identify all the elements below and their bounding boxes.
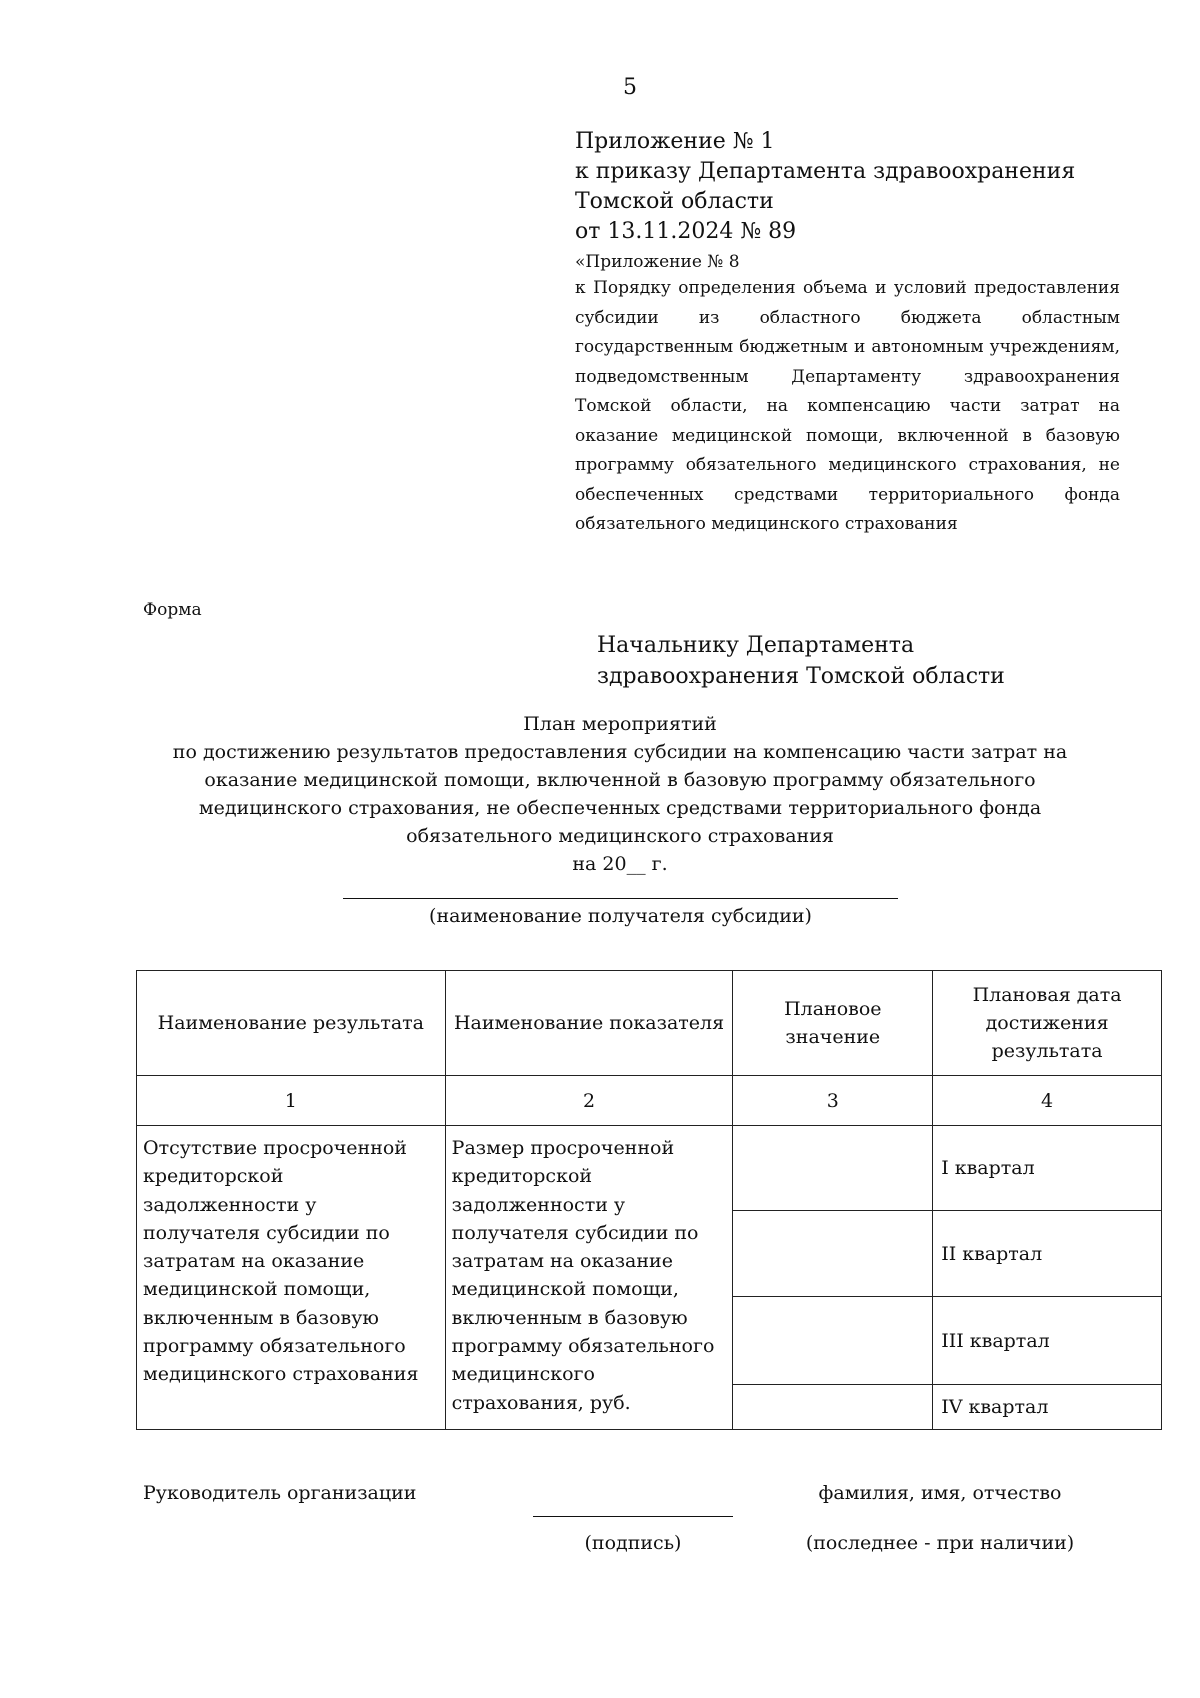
result-name-cell: Отсутствие просроченной кредиторской задолженности у получателя субсидии по затратам на оказание медицинской помощи, включенным в базовую программу обязательного медицинского страхования	[137, 1126, 446, 1430]
column-number: 3	[733, 1076, 933, 1126]
appendix-8-title: «Приложение № 8	[575, 252, 740, 272]
table-header-row	[137, 971, 1162, 1076]
plan-title-line: медицинского страхования, не обеспеченных средствами территориального фонда	[198, 797, 1042, 819]
plan-title	[120, 710, 1120, 878]
full-name-label: фамилия, имя, отчество	[818, 1482, 1062, 1504]
recipient-caption: (наименование получателя субсидии)	[429, 905, 812, 927]
plan-table	[136, 970, 1162, 1430]
quarter-cell: I квартал	[933, 1126, 1162, 1211]
full-name-caption: (последнее - при наличии)	[805, 1532, 1075, 1554]
plan-title-line: оказание медицинской помощи, включенной в базовую программу обязательного	[204, 769, 1036, 791]
header-planned-date: Плановая дата достижения результата	[933, 971, 1162, 1076]
planned-value-cell[interactable]	[733, 1126, 933, 1211]
appendix-1-header	[575, 127, 1095, 247]
column-number: 1	[137, 1076, 446, 1126]
column-number-row	[137, 1076, 1162, 1126]
form-label: Форма	[143, 600, 202, 620]
table-row	[137, 1126, 1162, 1211]
plan-title-line: по достижению результатов предоставления субсидии на компенсацию части затрат на	[172, 741, 1068, 763]
appendix-8-body: к Порядку определения объема и условий предоставления субсидии из областного бюджета областным государственным бюджетным и автономным учреждениям, подведомственным Департаменту здравоохранения Томской области, на компенсацию части затрат на оказание медицинской помощи, включенной в базовую программу обязательного медицинского страхования, не обеспеченных средствами территориального фонда обязательного медицинского страхования	[575, 278, 1120, 534]
planned-value-cell[interactable]	[733, 1211, 933, 1297]
quarter-cell: IV квартал	[933, 1385, 1162, 1430]
plan-title-line: План мероприятий	[523, 713, 717, 735]
head-of-organization-label: Руководитель организации	[143, 1482, 417, 1504]
planned-value-cell[interactable]	[733, 1385, 933, 1430]
page-number: 5	[623, 75, 637, 100]
recipient-name-line	[343, 898, 898, 899]
addressee-line-1: Начальнику Департамента	[597, 633, 915, 658]
planned-value-cell[interactable]	[733, 1297, 933, 1385]
quarter-cell: II квартал	[933, 1211, 1162, 1297]
appendix-1-date: от 13.11.2024 № 89	[575, 219, 797, 244]
appendix-1-order: к приказу Департамента здравоохранения	[575, 159, 1076, 184]
appendix-1-title: Приложение № 1	[575, 129, 775, 154]
indicator-name-cell: Размер просроченной кредиторской задолженности у получателя субсидии по затратам на оказание медицинской помощи, включенным в базовую программу обязательного медицинского страхования, руб.	[445, 1126, 733, 1430]
plan-title-line: обязательного медицинского страхования	[406, 825, 834, 847]
column-number: 4	[933, 1076, 1162, 1126]
signature-line	[533, 1516, 733, 1517]
addressee-line-2: здравоохранения Томской области	[597, 664, 1005, 689]
column-number: 2	[445, 1076, 733, 1126]
appendix-1-region: Томской области	[575, 189, 774, 214]
quarter-cell: III квартал	[933, 1297, 1162, 1385]
signature-caption: (подпись)	[584, 1532, 682, 1554]
addressee	[597, 630, 1005, 692]
header-indicator-name: Наименование показателя	[445, 971, 733, 1076]
plan-year-line: на 20__ г.	[572, 853, 668, 875]
header-result-name: Наименование результата	[137, 971, 446, 1076]
header-planned-value: Плановое значение	[733, 971, 933, 1076]
